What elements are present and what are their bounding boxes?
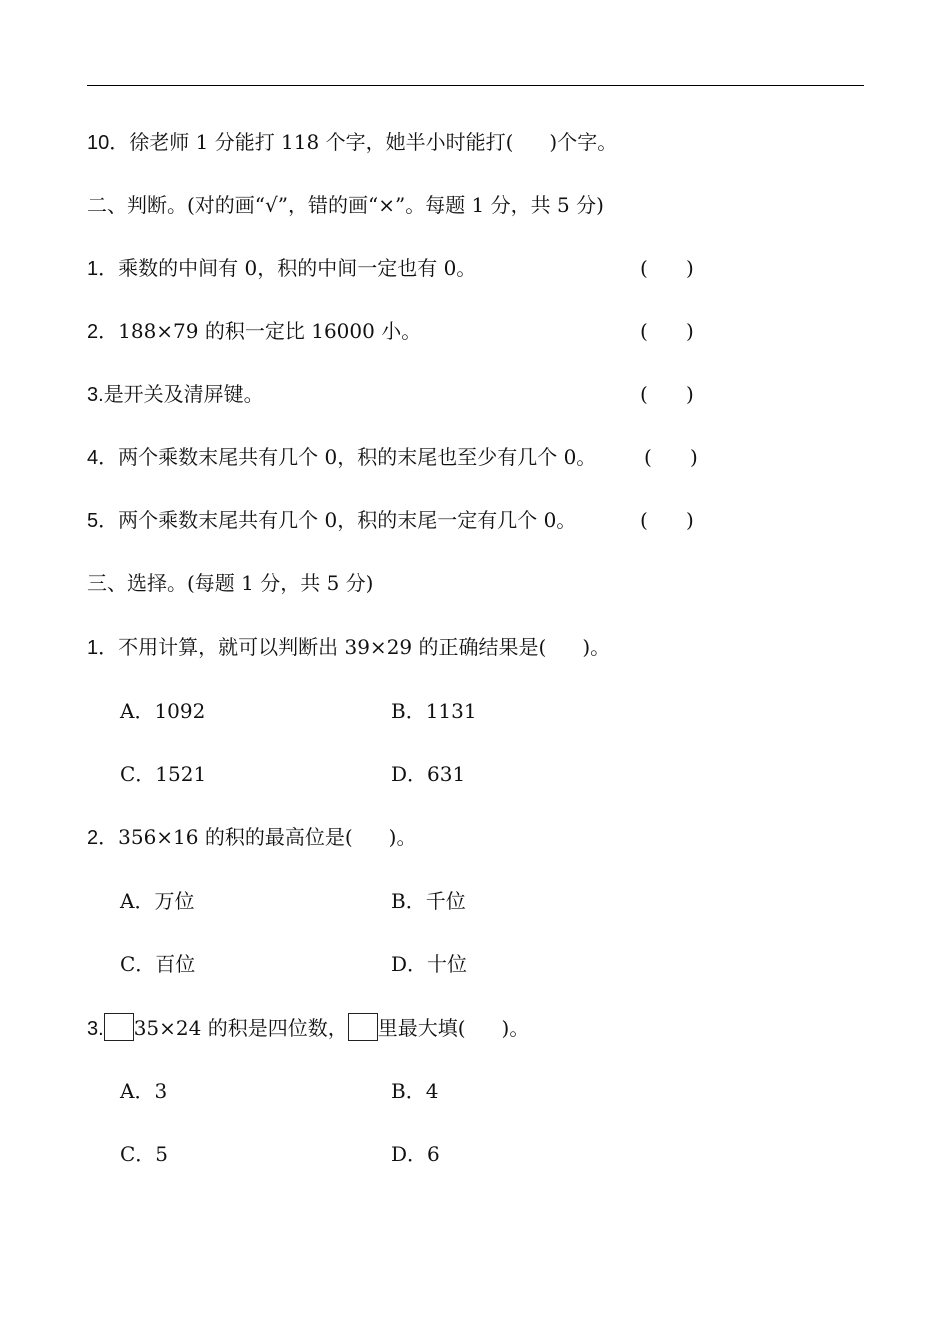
option-c[interactable]: C．5	[120, 1142, 169, 1166]
choice-question-1	[87, 633, 610, 661]
question-text-end: )。	[582, 635, 611, 659]
option-d[interactable]: D．6	[391, 1142, 440, 1166]
item-number: 3.	[87, 384, 104, 406]
question-text-2: 里最大填(	[377, 1016, 466, 1040]
question-text: 不用计算，就可以判断出 39×29 的正确结果是(	[118, 635, 547, 659]
question-text: 35×24 的积是四位数，	[133, 1016, 348, 1040]
option-d[interactable]: D．十位	[391, 952, 468, 976]
option-c[interactable]: C．百位	[120, 952, 196, 976]
question-text: 356×16 的积的最高位是(	[118, 825, 353, 849]
option-d[interactable]: D．631	[391, 762, 466, 786]
choice-question-2	[87, 823, 416, 851]
item-text: 两个乘数末尾共有几个 0，积的末尾也至少有几个 0。	[118, 445, 597, 469]
judgment-item-1	[87, 254, 476, 282]
answer-paren-2[interactable]: ( )	[640, 319, 694, 343]
option-a[interactable]: A．万位	[120, 889, 195, 913]
top-rule	[87, 85, 864, 86]
choice-question-3	[87, 1013, 529, 1041]
item-text: 是开关及清屏键。	[103, 382, 264, 406]
question-10	[87, 128, 617, 156]
option-a[interactable]: A．1092	[120, 699, 206, 723]
blank-box[interactable]	[104, 1013, 134, 1041]
question-number: 10．	[87, 132, 130, 154]
item-number: 1．	[87, 258, 119, 280]
judgment-item-2	[87, 317, 421, 345]
option-a[interactable]: A．3	[120, 1079, 168, 1103]
question-text-end: )。	[501, 1016, 530, 1040]
question-text: 徐老师 1 分能打 118 个字，她半小时能打(	[129, 130, 514, 154]
answer-paren-1[interactable]: ( )	[640, 256, 694, 280]
section-heading-judgment: 二、判断。(对的画“√”，错的画“×”。每题 1 分，共 5 分)	[87, 193, 604, 217]
blank-box[interactable]	[348, 1013, 378, 1041]
option-b[interactable]: B．1131	[391, 699, 477, 723]
item-number: 2．	[87, 321, 119, 343]
question-number: 2．	[87, 827, 119, 849]
item-text: 乘数的中间有 0，积的中间一定也有 0。	[118, 256, 477, 280]
section-heading-choice: 三、选择。(每题 1 分，共 5 分)	[87, 571, 374, 595]
judgment-item-4	[87, 443, 596, 471]
option-c[interactable]: C．1521	[120, 762, 207, 786]
item-text: 两个乘数末尾共有几个 0，积的末尾一定有几个 0。	[118, 508, 577, 532]
question-text-end: )。	[388, 825, 417, 849]
answer-paren-3[interactable]: ( )	[640, 382, 694, 406]
answer-paren-4[interactable]: ( )	[644, 445, 698, 469]
judgment-item-3	[87, 380, 264, 408]
option-b[interactable]: B．千位	[391, 889, 466, 913]
question-number: 3.	[87, 1018, 104, 1040]
judgment-item-5	[87, 506, 576, 534]
question-number: 1．	[87, 637, 119, 659]
answer-paren-5[interactable]: ( )	[640, 508, 694, 532]
item-text: 188×79 的积一定比 16000 小。	[118, 319, 422, 343]
item-number: 5．	[87, 510, 119, 532]
item-number: 4．	[87, 447, 119, 469]
option-b[interactable]: B．4	[391, 1079, 439, 1103]
question-text-end: )个字。	[549, 130, 618, 154]
